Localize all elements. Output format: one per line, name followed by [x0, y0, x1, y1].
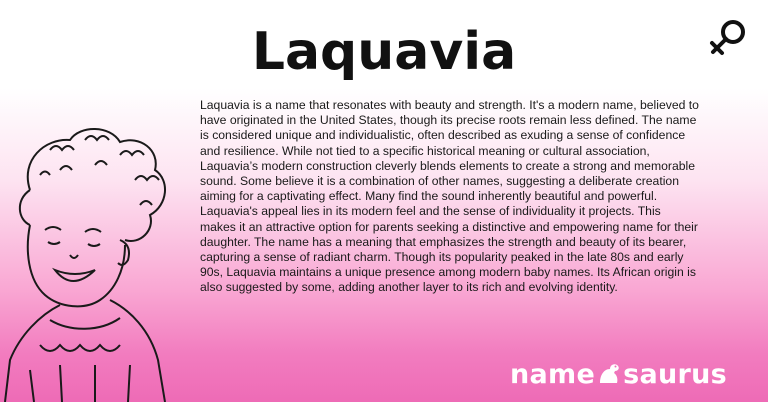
baby-girl-illustration — [0, 120, 190, 402]
female-symbol-icon — [706, 16, 750, 60]
name-title: Laquavia — [251, 22, 517, 82]
name-description: Laquavia is a name that resonates with beauty and strength. It's a modern name, believed to have originated in the United States, though its precise roots remain less defined. The name is considered unique and individualistic, often described as exuding a sense of confidence and resilience. While not tied to a specific historical meaning or cultural association, Laquavia’s modern construction cleverly blends elements to create a strong and memorable sound. Some believe it is a combination of other names, suggesting a deliberate creation aiming for a captivating effect. Many find the sound inherently beautiful and powerful. Laquavia's appeal lies in its modern feel and the sense of individuality it projects. This makes it an attractive option for parents seeking a distinctive and empowering name for their daughter. The name has a meaning that emphasizes the strength and beauty of its bearer, capturing a sense of radiant charm. Though its popularity peaked in the late 80s and early 90s, Laquavia maintains a unique presence among modern baby names. Its African origin is also suggested by some, adding another layer to its rich and evolving identity. — [200, 98, 699, 295]
dinosaur-icon — [596, 361, 622, 387]
namesaurus-logo[interactable] — [510, 354, 740, 394]
brand-prefix: name — [510, 358, 596, 390]
brand-suffix: saurus — [623, 358, 728, 390]
